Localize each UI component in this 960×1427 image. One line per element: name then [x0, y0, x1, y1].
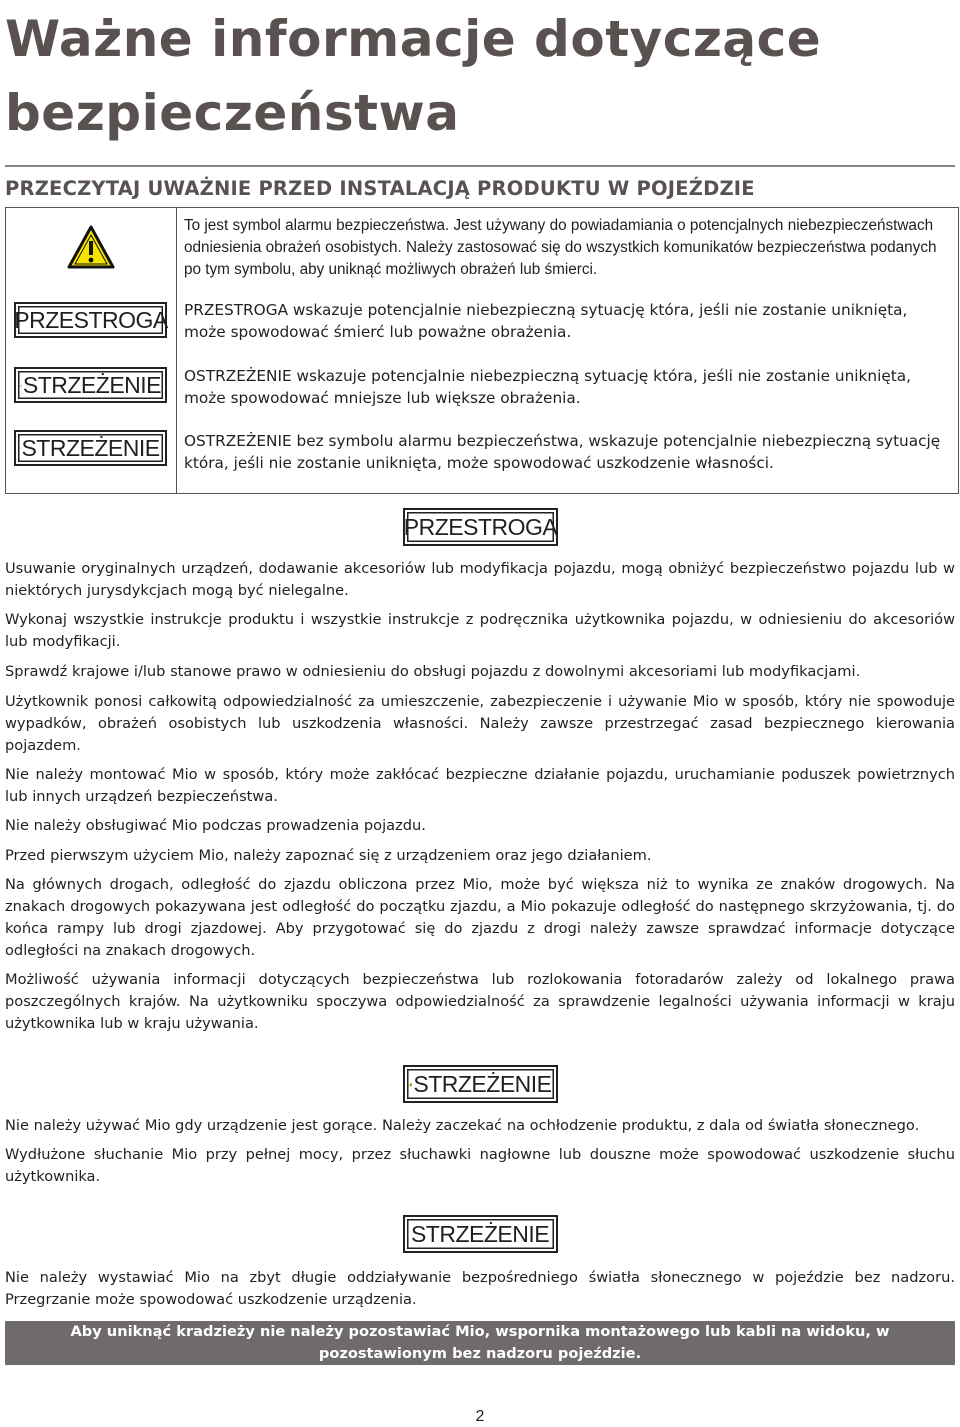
strzezenie-section-label: [403, 1065, 558, 1103]
legend-row: [6, 288, 959, 365]
legend-text-ostrzezenie-plain: OSTRZEŻENIE bez symbolu alarmu bezpieczeństwa, wskazuje potencjalnie niebezpieczną sytuację która, jeśli nie zostanie uniknięta, może spowodować uszkodzenie własności.: [184, 432, 941, 472]
strzezenie-plain-label: [14, 430, 167, 466]
strzezenie-heading: [5, 1065, 955, 1103]
legend-text-ostrzezenie: OSTRZEŻENIE wskazuje potencjalnie niebezpieczną sytuację która, jeśli nie zostanie uniknięta, może spowodować mniejsze lub większe obrażenia.: [184, 367, 911, 407]
strzezenie-plain-section-label-text: STRZEŻENIE: [410, 1220, 550, 1247]
warning-triangle-icon: [7, 209, 175, 279]
theft-warning-banner: [5, 1321, 955, 1365]
paragraph: Na głównych drogach, odległość do zjazdu obliczona przez Mio, może być większa niż to wynika ze znaków drogowych. Na znakach drogowych pokazywana jest odległość do początku zjazdu, a Mio pokazuje odległość do następnego skrzyżowania, tj. do końca rampy lub drogi zjazdowej. Aby przygotować się do zjazdu z drogi należy zawsze sprawdzać informacje dotyczące odległości na znakach drogowych.: [5, 876, 955, 959]
strzezenie-plain-label-text: STRZEŻENIE: [21, 434, 160, 461]
legend-row: [6, 208, 959, 289]
paragraph: Wydłużone słuchanie Mio przy pełnej mocy, przez słuchawki nagłowne lub douszne może spowodować uszkodzenie słuchu użytkownika.: [5, 1146, 955, 1185]
strzezenie-plain-heading: [5, 1215, 955, 1253]
przestroga-section-label-text: PRZESTROGA: [403, 513, 558, 540]
title-divider: [5, 165, 955, 167]
legend-symbol-cell: [6, 365, 177, 430]
legend-description-cell: [177, 208, 959, 289]
przestroga-label-text: PRZESTROGA: [14, 306, 168, 333]
legend-symbol-cell: [6, 430, 177, 494]
page-title: Ważne informacje dotyczące bezpieczeństwa: [5, 10, 822, 142]
legend-description-cell: [177, 430, 959, 494]
przestroga-section-label: [403, 508, 558, 546]
section-subtitle: PRZECZYTAJ UWAŻNIE PRZED INSTALACJĄ PRODUKTU W POJEŹDZIE: [5, 177, 755, 200]
paragraph: Nie należy wystawiać Mio na zbyt długie oddziaływanie bezpośredniego światła słonecznego w pojeździe bez nadzoru. Przegrzanie może spowodować uszkodzenie urządzenia.: [5, 1269, 955, 1308]
safety-legend-table: [5, 207, 959, 494]
theft-warning-text: Aby uniknąć kradzieży nie należy pozostawiać Mio, wspornika montażowego lub kabli na widoku, w pozostawionym bez nadzoru pojeździe.: [5, 1321, 955, 1365]
warning-triangle-icon: [20, 372, 22, 399]
legend-description-cell: [177, 288, 959, 365]
strzezenie-section-body: [5, 1115, 955, 1188]
paragraph: Użytkownik ponosi całkowitą odpowiedzialność za umieszczenie, zabezpieczenie i używanie Mio w sposób, który nie spowoduje wypadków, obrażeń osobistych lub uszkodzenia własności. Należy zawsze przestrzegać zasad bezpiecznego kierowania pojazdem.: [5, 693, 955, 754]
strzezenie-symbol-label: [14, 367, 167, 403]
page-number: 2: [475, 1408, 485, 1425]
strzezenie-label-text: STRZEŻENIE: [22, 371, 161, 398]
strzezenie-plain-section-label: [403, 1215, 558, 1253]
legend-text-przestroga: PRZESTROGA wskazuje potencjalnie niebezpieczną sytuację która, jeśli nie zostanie uniknięta, może spowodować śmierć lub poważne obrażenia.: [184, 301, 908, 341]
przestroga-heading: [5, 508, 955, 546]
legend-description-cell: [177, 365, 959, 430]
przestroga-label: [14, 302, 167, 338]
paragraph: Wykonaj wszystkie instrukcje produktu i wszystkie instrukcje z podręcznika użytkownika pojazdu, w odniesieniu do akcesoriów lub modyfikacji.: [5, 611, 955, 650]
legend-symbol-cell: [6, 288, 177, 365]
paragraph: Przed pierwszym użyciem Mio, należy zapoznać się z urządzeniem oraz jego działaniem.: [5, 847, 652, 864]
legend-symbol-cell: [6, 208, 177, 289]
paragraph: Nie należy montować Mio w sposób, który może zakłócać bezpieczne działanie pojazdu, uruchamianie poduszek powietrznych lub innych urządzeń bezpieczeństwa.: [5, 766, 955, 805]
paragraph: Usuwanie oryginalnych urządzeń, dodawanie akcesoriów lub modyfikacja pojazdu, mogą obniżyć bezpieczeństwo pojazdu lub w niektórych jurysdykcjach mogą być nielegalne.: [5, 560, 955, 599]
strzezenie-section-label-text: STRZEŻENIE: [413, 1070, 552, 1097]
page: [5, 0, 955, 1365]
paragraph: Nie należy używać Mio gdy urządzenie jest gorące. Należy zaczekać na ochłodzenie produktu, z dala od światła słonecznego.: [5, 1117, 920, 1134]
paragraph: Nie należy obsługiwać Mio podczas prowadzenia pojazdu.: [5, 817, 426, 834]
paragraph: Możliwość używania informacji dotyczących bezpieczeństwa lub rozlokowania fotoradarów zależy od lokalnego prawa poszczególnych krajów. Na użytkowniku spoczywa odpowiedzialność za sprawdzenie legalności używania informacji w kraju użytkownika lub w kraju używania.: [5, 971, 955, 1032]
legend-text-safety-symbol: To jest symbol alarmu bezpieczeństwa. Jest używany do powiadamiania o potencjalnych niebezpieczeństwach odniesienia obrażeń osobistych. Należy zastosować się do wszystkich komunikatów bezpieczeństwa podanych po tym symbolu, aby uniknąć możliwych obrażeń lub śmierci.: [184, 217, 937, 278]
warning-triangle-icon: [409, 1071, 413, 1098]
legend-row: [6, 430, 959, 494]
strzezenie-plain-section-body: [5, 1267, 955, 1311]
legend-row: [6, 365, 959, 430]
przestroga-section-body: [5, 558, 955, 1035]
paragraph: Sprawdź krajowe i/lub stanowe prawo w odniesieniu do obsługi pojazdu z dowolnymi akcesoriami lub modyfikacjami.: [5, 663, 861, 680]
